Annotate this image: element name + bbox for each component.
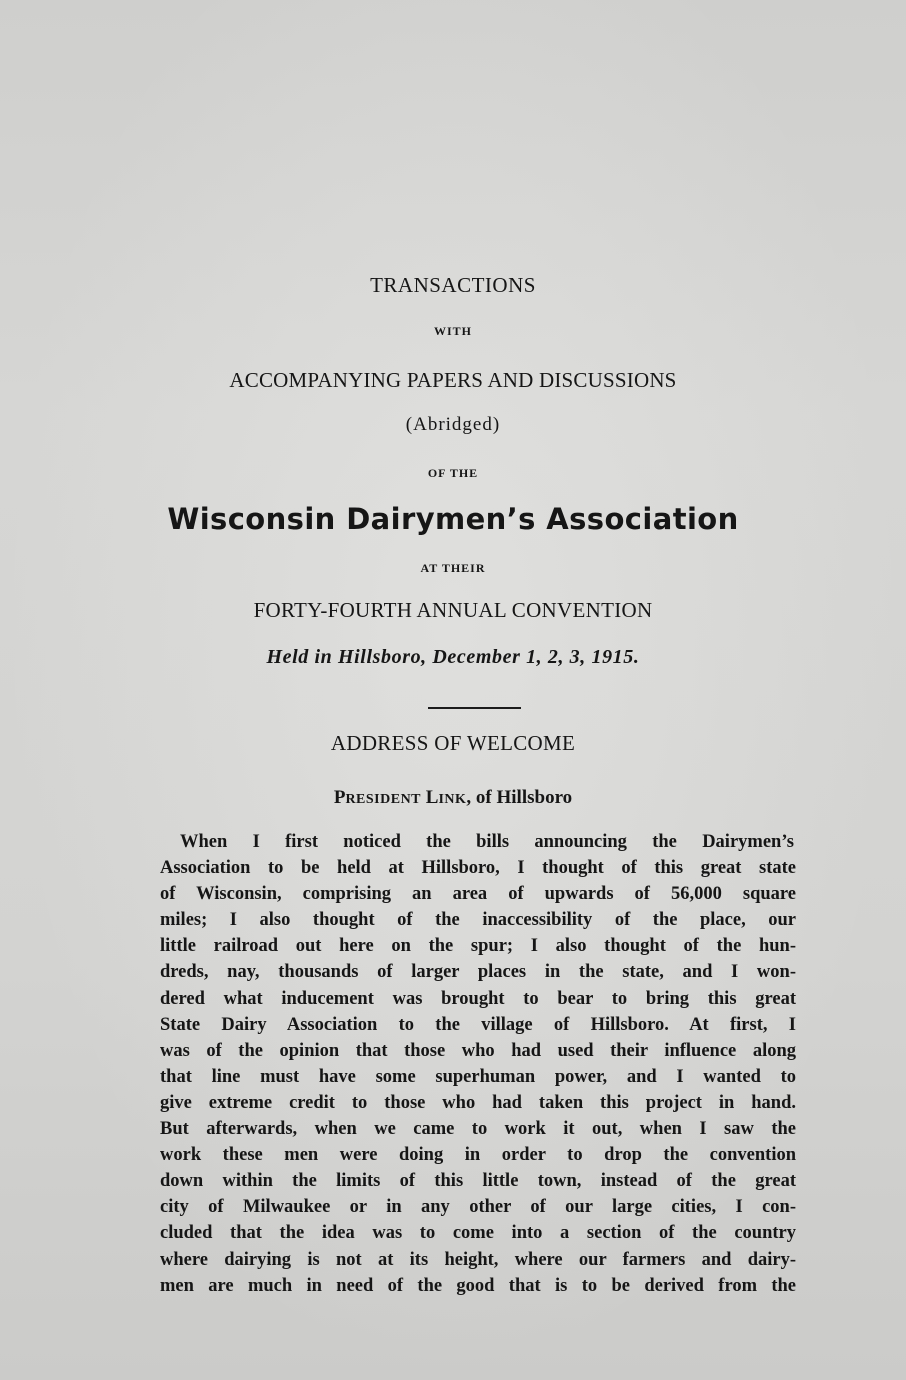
- body-line: of Wisconsin, comprising an area of upwards of 56,000 square: [160, 884, 796, 905]
- of-the-label: OF THE: [427, 466, 479, 480]
- body-line: dreds, nay, thousands of larger places in the state, and I won-: [160, 962, 796, 983]
- section-divider: [428, 707, 521, 709]
- speaker-byline: [0, 787, 906, 809]
- body-line: miles; I also thought of the inaccessibility of the place, our: [160, 910, 796, 931]
- held-dateline: Held in Hillsboro, December 1, 2, 3, 1915.: [266, 646, 640, 668]
- convention-title: FORTY-FOURTH ANNUAL CONVENTION: [253, 598, 653, 622]
- body-line: give extreme credit to those who had taken this project in hand.: [160, 1092, 796, 1113]
- body-line: men are much in need of the good that is to be derived from the: [160, 1275, 796, 1296]
- section-heading: ADDRESS OF WELCOME: [330, 731, 576, 755]
- speaker-title-rest: RESIDENT: [345, 792, 422, 807]
- body-line: dered what inducement was brought to bear to bring this great: [160, 988, 796, 1009]
- body-line: where dairying is not at its height, where our farmers and dairy-: [160, 1249, 796, 1270]
- body-line: down within the limits of this little town, instead of the great: [160, 1171, 796, 1192]
- speaker-name-initial: L: [425, 787, 439, 808]
- abridged-label: (Abridged): [405, 414, 501, 435]
- association-name: Wisconsin Dairymen’s Association: [167, 502, 739, 536]
- body-paragraph: [160, 829, 796, 1299]
- speaker-name-rest: INK: [438, 792, 467, 807]
- body-line: Association to be held at Hillsboro, I thought of this great state: [160, 858, 796, 879]
- speaker-title-initial: P: [333, 787, 346, 808]
- body-line: that line must have some superhuman power, and I wanted to: [160, 1066, 796, 1087]
- speaker-place: , of Hillsboro: [466, 787, 573, 808]
- body-line: When I first noticed the bills announcing the Dairymen’s: [180, 832, 794, 852]
- body-line: But afterwards, when we came to work it out, when I saw the: [160, 1119, 796, 1140]
- subtitle: ACCOMPANYING PAPERS AND DISCUSSIONS: [229, 368, 677, 392]
- body-line: work these men were doing in order to drop the convention: [160, 1145, 796, 1166]
- transactions-title: TRANSACTIONS: [370, 273, 536, 297]
- body-line: city of Milwaukee or in any other of our large cities, I con-: [160, 1197, 796, 1218]
- body-line: State Dairy Association to the village of Hillsboro. At first, I: [160, 1014, 796, 1035]
- body-line: cluded that the idea was to come into a section of the country: [160, 1223, 796, 1244]
- body-line: little railroad out here on the spur; I also thought of the hun-: [160, 936, 796, 957]
- at-their-label: AT THEIR: [420, 561, 486, 575]
- with-label: WITH: [433, 324, 472, 338]
- body-line: was of the opinion that those who had used their influence along: [160, 1040, 796, 1061]
